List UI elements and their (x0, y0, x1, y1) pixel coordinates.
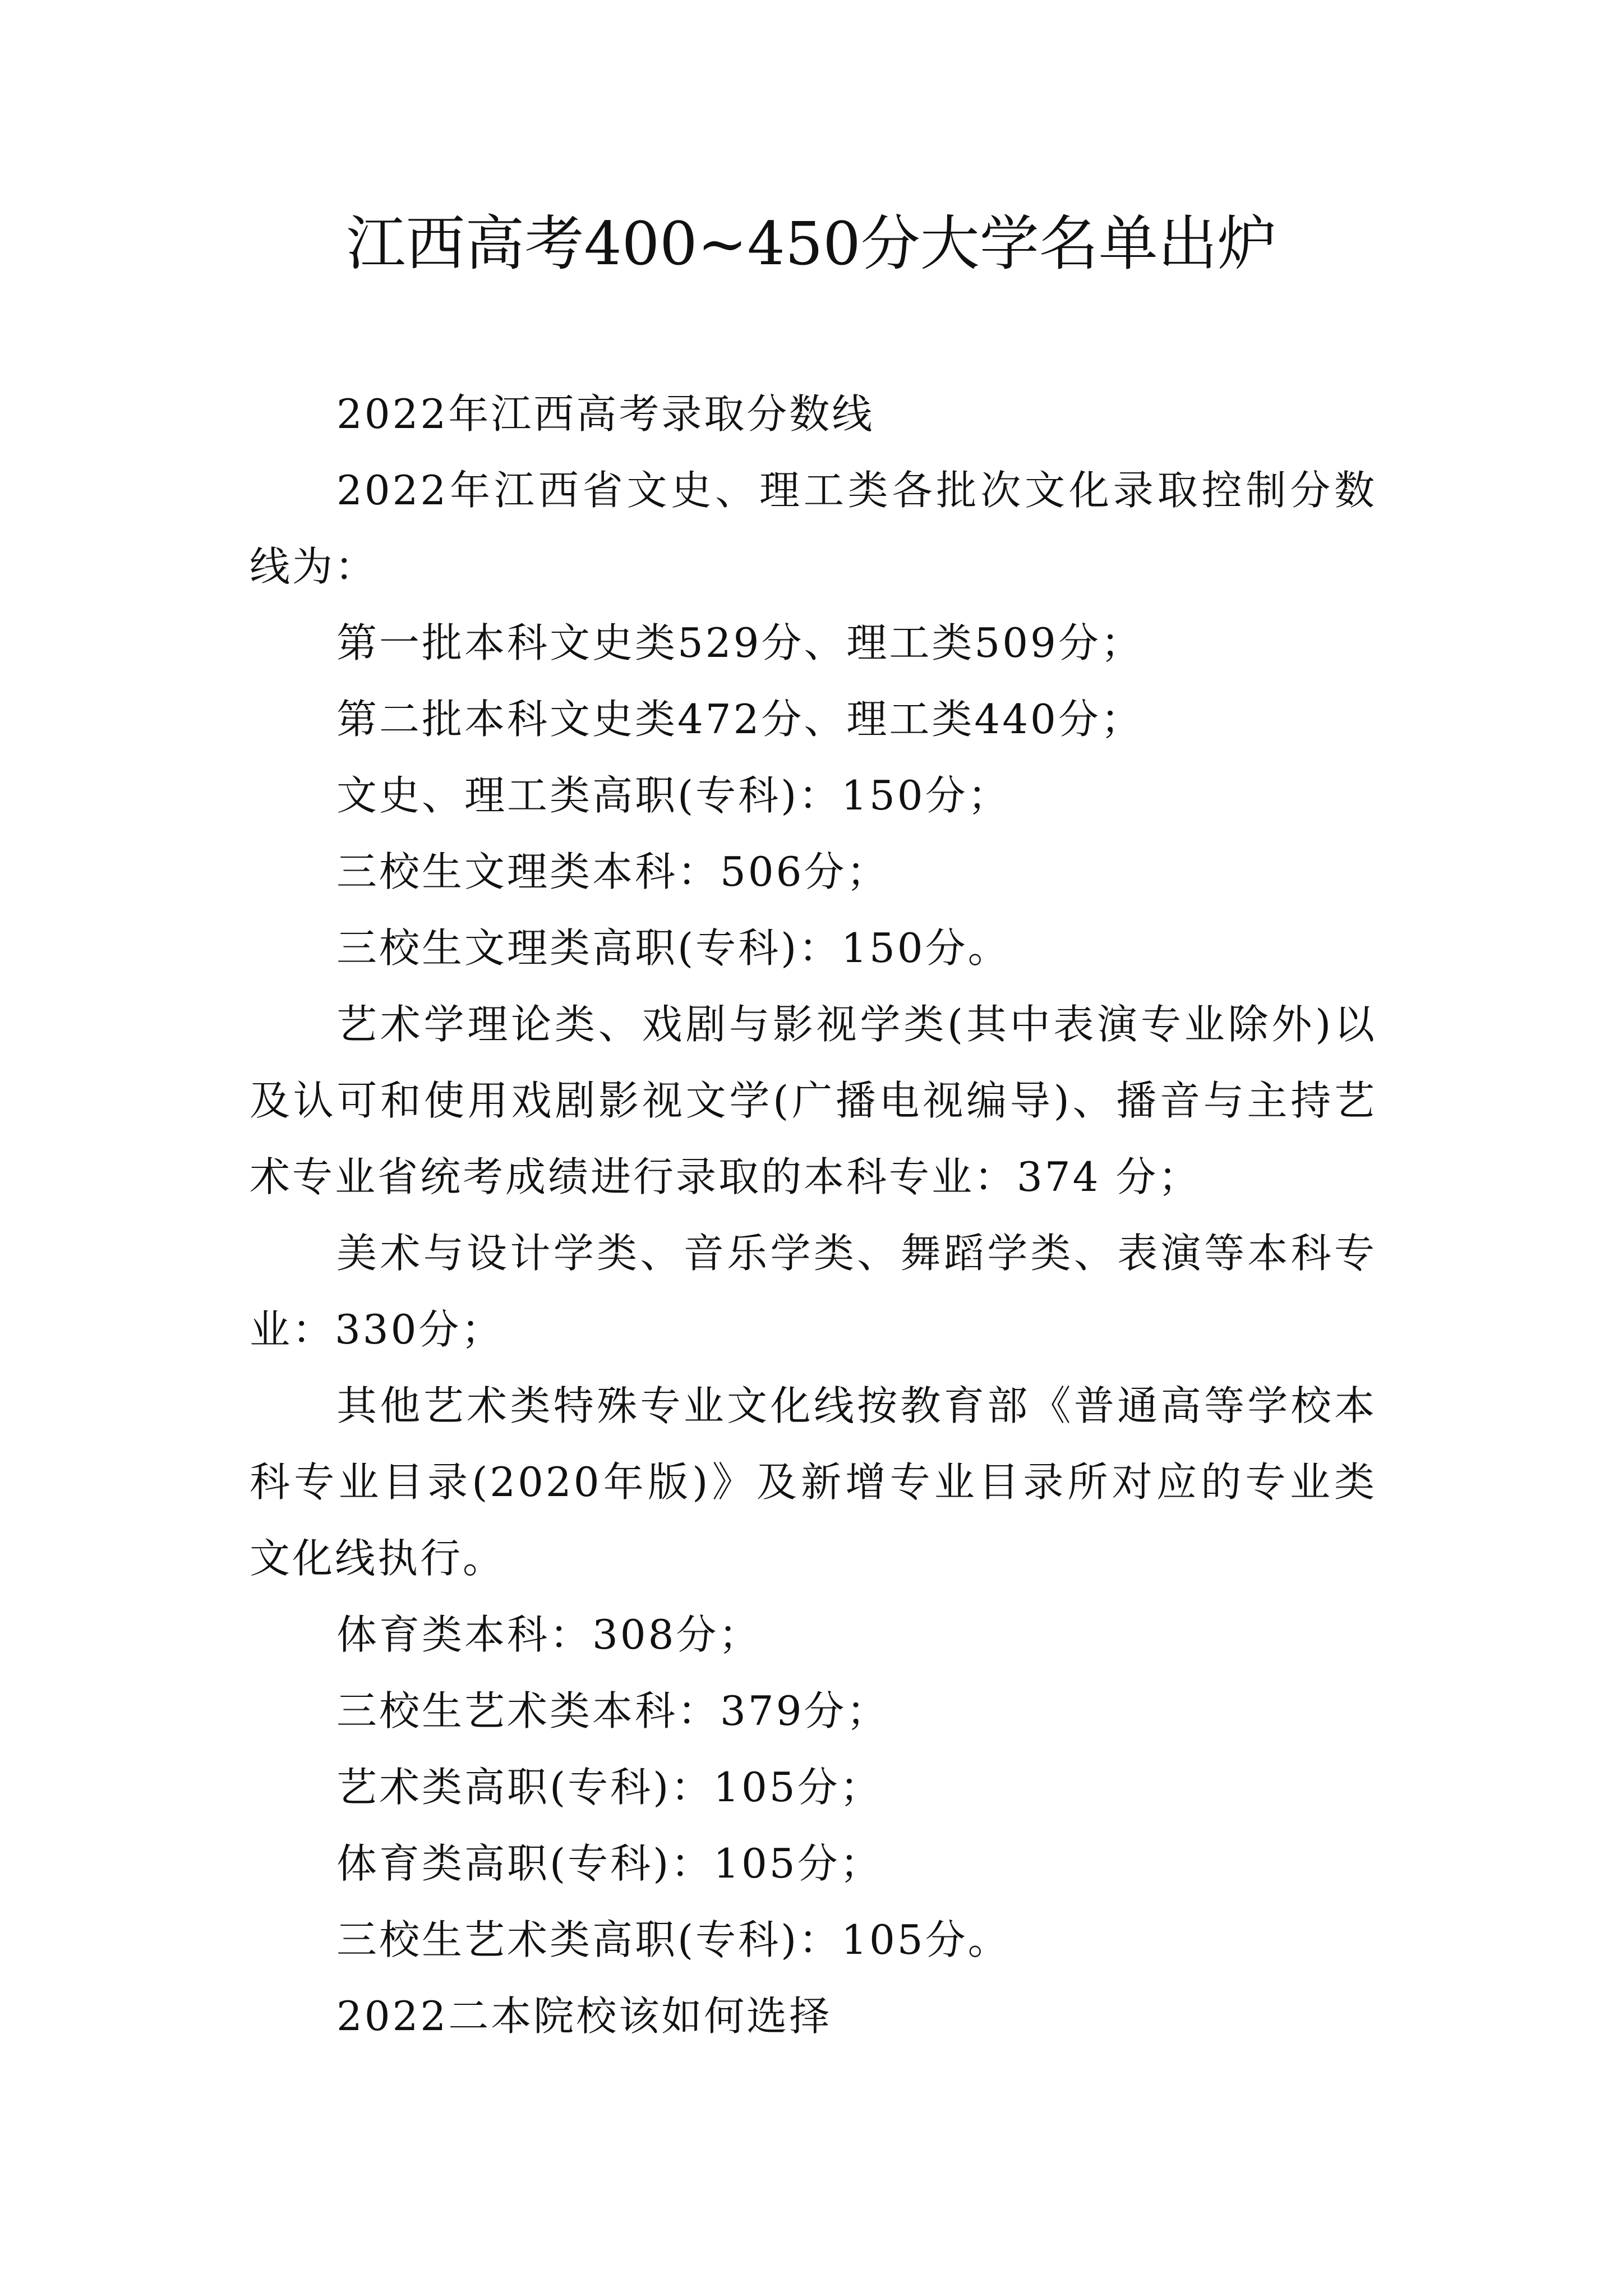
paragraph-first-batch: 第一批本科文史类529分、理工类509分； (336, 619, 1144, 666)
paragraph-second-batch: 第二批本科文史类472分、理工类440分； (336, 696, 1144, 743)
paragraph-other-arts: 其他艺术类特殊专业文化线按教育部《普通高等学校本科专业目录(2020年版)》及新增专业目录所对应的专业类文化线执行。 (250, 1382, 1377, 1582)
document-body (250, 376, 1377, 2054)
paragraph-three-schools-art-undergrad: 三校生艺术类本科：379分； (336, 1687, 889, 1734)
document-title: 江西高考400~450分大学名单出炉 (346, 209, 1277, 278)
paragraph-control-line-intro: 2022年江西省文史、理工类各批次文化录取控制分数线为： (250, 467, 1377, 590)
paragraph-art-vocational: 艺术类高职(专科)：105分； (336, 1764, 883, 1811)
paragraph-sports-undergrad: 体育类本科：308分； (336, 1611, 762, 1658)
paragraph-three-schools-vocational: 三校生文理类高职(专科)：150分。 (336, 924, 1011, 972)
paragraph-second-tier-heading: 2022二本院校该如何选择 (336, 1993, 832, 2040)
paragraph-three-schools-art-vocational: 三校生艺术类高职(专科)：105分。 (336, 1916, 1011, 1963)
paragraph-fine-arts: 美术与设计学类、音乐学类、舞蹈学类、表演等本科专业：330分； (250, 1230, 1377, 1353)
paragraph-score-line-heading: 2022年江西高考录取分数线 (336, 390, 875, 438)
paragraph-art-theory: 艺术学理论类、戏剧与影视学类(其中表演专业除外)以及认可和使用戏剧影视文学(广播电视编导)、播音与主持艺术专业省统考成绩进行录取的本科专业：374 分； (250, 1001, 1377, 1200)
paragraph-three-schools-undergrad: 三校生文理类本科：506分； (336, 848, 889, 895)
paragraph-vocational: 文史、理工类高职(专科)：150分； (336, 772, 1011, 819)
paragraph-sports-vocational: 体育类高职(专科)：105分； (336, 1840, 883, 1887)
